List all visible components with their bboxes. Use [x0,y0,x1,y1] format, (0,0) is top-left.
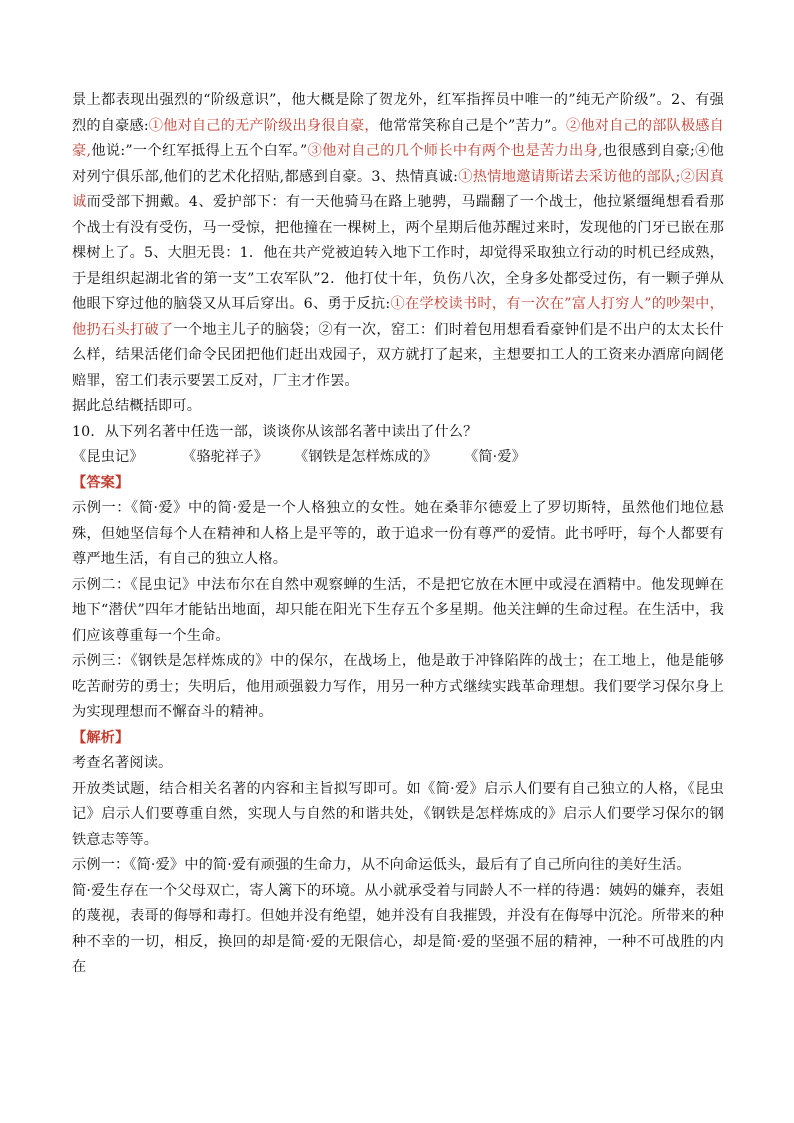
answer-example: 示例二：《昆虫记》中法布尔在自然中观察蝉的生活，不是把它放在木匣中或浸在酒精中。他发现蝉在地下“潜伏”四年才能钻出地面，却只能在阳光下生存五个多星期。他关注蝉的生命过程。在生活中，我们应该尊重每一个生命。 [72,576,724,644]
answer-example: 示例一：《简·爱》中的简·爱是一个人格独立的女性。她在桑菲尔德爱上了罗切斯特，虽然他们地位悬殊，但她坚信每个人在精神和人格上是平等的，敢于追求一份有尊严的爱情。此书呼吁，每个人都要有尊严地生活，有自己的独立人格。 [72,500,724,567]
analysis-line: 考查名著阅读。 [72,755,173,771]
book-list [72,445,724,471]
passage-text: 他常常笑称自己是个”苦力”。 [378,117,566,134]
passage-highlight: ①热情地邀请斯诺去采访他的部队; [458,168,681,185]
passage-highlight: ②因真诚 [72,168,724,210]
passage-text: 一个地主儿子的脑袋；②有一次，窑工：们时着包用想看看豪钟们是不出户的太太长什么样，结果活佬们命令民团把他们赶出戏园子，双方就打了起来，主想要扣工人的工资来办酒席向阔佬赔罪，窑工们表示要罢工反对，厂主才作罢。 [72,321,724,389]
question-text: 10．从下列名著中任选一部，谈谈你从该部名著中读出了什么？ [72,423,478,440]
passage-highlight: ①在学校读书时，有一次在”富人打穷人”的吵架中，他扔石头打破了 [72,296,725,338]
passage-highlight: ①他对自己的无产阶级出身很自豪， [148,117,379,134]
analysis-line: 简·爱生存在一个父母双亡，寄人篱下的环境。从小就承受着与同龄人不一样的待遇：姨妈的嫌弃，表姐的蔑视，表哥的侮辱和毒打。但她并没有绝望，她并没有自我摧毁，并没有在侮辱中沉沦。所带来的种种不幸的一切，相反，换回的却是简·爱的无限信心，却是简·爱的坚强不屈的精神，一种不可战胜的内在 [72,882,724,975]
passage-text: 也很感到自豪;④他对列宁俱乐部,他们的艺术化招贴,都感到自豪。3、热情真诚: [72,143,724,185]
document-page [72,88,724,981]
answer-example: 示例三：《钢铁是怎样炼成的》中的保尔，在战场上，他是敢于冲锋陷阵的战士；在工地上，他是能够吃苦耐劳的勇士；失明后，他用顽强毅力写作，用另一种方式继续实践革命理想。我们要学习保尔身上为实现理想而不懈奋斗的精神。 [72,653,724,720]
analysis-label: 【解析】 [72,729,130,746]
passage-highlight: ②他对自己的部队极感自豪, [72,117,725,159]
passage-text: 景上都表现出强烈的“阶级意识”，他大概是除了贺龙外，红军指挥员中唯一的”纯无产阶级”。2、有强烈的自豪感: [72,92,724,134]
book-title: 《简·爱》 [464,449,527,465]
answer-label: 【答案】 [72,474,130,491]
analysis-line: 示例一：《简·爱》中的简·爱有顽强的生命力，从不向命运低头，最后有了自己所向往的美好生活。 [72,857,691,873]
summary-line: 据此总结概括即可。 [72,398,202,414]
analysis-line: 开放类试题，结合相关名著的内容和主旨拟写即可。如《简·爱》启示人们要有自己独立的人格，《昆虫记》启示人们要尊重自然，实现人与自然的和谐共处，《钢铁是怎样炼成的》启示人们要学习保尔的钢铁意志等等。 [72,780,724,848]
book-title: 《钢铁是怎样炼成的》 [294,449,438,465]
passage-paragraph [72,88,724,394]
passage-text: 他说:”一个红军抵得上五个白军。” [91,143,308,159]
passage-text: 而受部下拥戴。4、爱护部下：有一天他骑马在路上驰骋，马踹翻了一个战士，他拉紧缰绳想看看那个战士有没有受伤，马一受惊，把他撞在一棵树上，两个星期后他苏醒过来时，发现他的门牙已嵌在那棵树上了。5、大胆无畏：1．他在共产党被迫转入地下工作时，却觉得采取独立行动的时机已经成熟，于是组织起湖北省的第一支”工农军队”2．他打仗十年，负伤八次，全身多处都受过伤，有一颗子弹从他眼下穿过他的脑袋又从耳后穿出。6、勇于反抗: [72,194,724,312]
book-title: 《骆驼祥子》 [182,449,269,465]
passage-highlight: ③他对自己的几个师长中有两个也是苦力出身, [307,143,603,159]
book-title: 《昆虫记》 [72,449,144,465]
